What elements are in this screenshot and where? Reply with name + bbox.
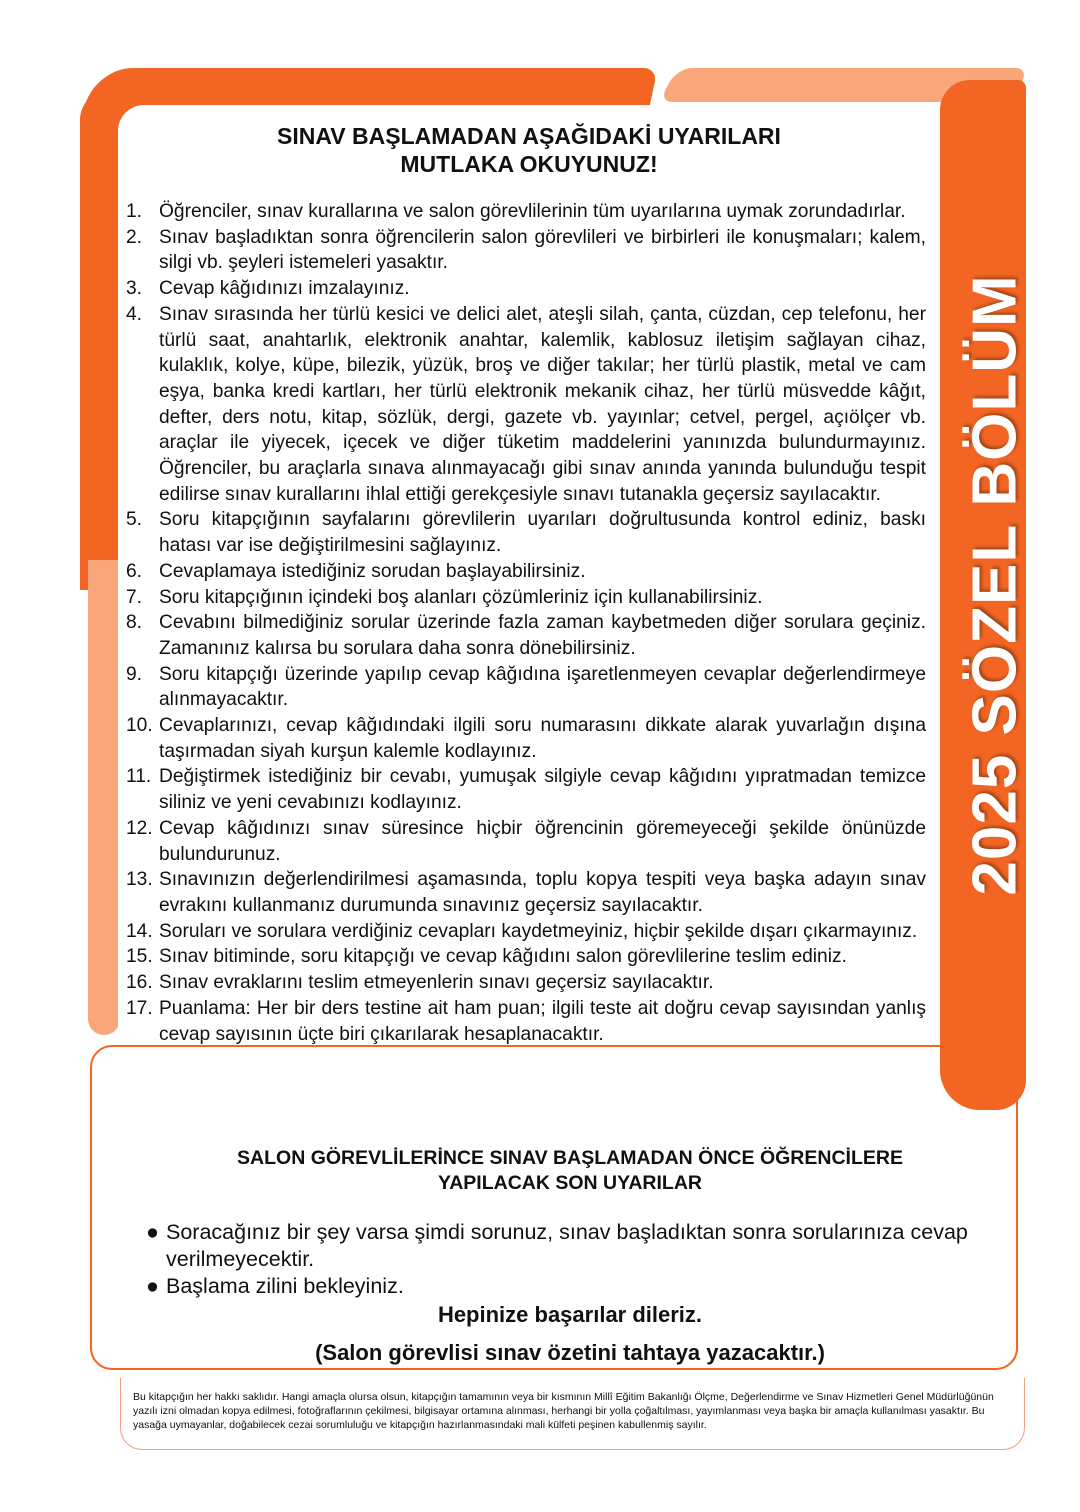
rule-number: 12.	[126, 817, 153, 839]
rule-text: Cevaplamaya istediğiniz sorudan başlayabilirsiniz.	[159, 560, 586, 582]
rule-item	[124, 585, 926, 611]
rule-text: Sınav başladıktan sonra öğrencilerin salon görevlileri ve birbirleri ile konuşmaları; kalem, silgi vb. şeyleri istemeleri yasaktır.	[159, 226, 926, 274]
rule-number: 15.	[126, 946, 153, 968]
rule-number: 10.	[126, 715, 153, 737]
rule-text: Cevap kâğıdınızı imzalayınız.	[159, 278, 410, 300]
rule-item	[124, 507, 926, 558]
rules-list	[124, 199, 926, 1047]
rule-text: Soru kitapçığının içindeki boş alanları çözümleriniz için kullanabilirsiniz.	[159, 586, 763, 608]
board-note: (Salon görevlisi sınav özetini tahtaya yazacaktır.)	[315, 1340, 825, 1365]
rule-text: Cevap kâğıdınızı sınav süresince hiçbir öğrencinin göremeyeceği şekilde önünüzde bulundurunuz.	[159, 817, 926, 865]
rule-text: Değiştirmek istediğiniz bir cevabı, yumuşak silgiyle cevap kâğıdını yıpratmadan temizce siliniz ve yeni cevabınızı kodlayınız.	[159, 766, 926, 814]
bullet-text: Başlama zilini bekleyiniz.	[166, 1274, 404, 1298]
bullet-text: Soracağınız bir şey varsa şimdi sorunuz, sınav başladıktan sonra sorularınıza cevap verilmeyecektir.	[166, 1220, 968, 1271]
rule-number: 9.	[126, 663, 143, 685]
rule-number: 6.	[126, 560, 143, 582]
rule-text: Sınavınızın değerlendirilmesi aşamasında, toplu kopya tespiti veya başka adayın sınav evrakını kullanmanız durumunda sınavınız geçersiz sayılacaktır.	[159, 869, 926, 916]
rule-item	[124, 944, 926, 970]
title-line-1: SINAV BAŞLAMADAN AŞAĞIDAKİ UYARILARI	[277, 123, 781, 149]
rule-text: Soru kitapçığının sayfalarını görevlilerin uyarıları doğrultusunda kontrol ediniz, baskı hatası var ise değiştirilmesini sağlayınız.	[159, 509, 926, 557]
rule-text: Soru kitapçığı üzerinde yapılıp cevap kâğıdına işaretlenmeyen cevaplar değerlendirmeye alınmayacaktır.	[159, 663, 926, 711]
good-luck-message: Hepinize başarılar dileriz.	[437, 1302, 703, 1327]
title-line-2: MUTLAKA OKUYUNUZ!	[400, 151, 658, 177]
rule-number: 3.	[126, 278, 143, 300]
bullet-item	[146, 1219, 976, 1273]
rule-number: 14.	[126, 920, 153, 942]
rule-item	[124, 919, 926, 945]
bullet-icon: ●	[146, 1220, 159, 1244]
rule-item	[124, 276, 926, 302]
final-warnings-title	[120, 1146, 1020, 1196]
rule-number: 17.	[126, 997, 153, 1019]
rule-number: 16.	[126, 972, 153, 994]
rule-text: Sınav evraklarını teslim etmeyenlerin sınavı geçersiz sayılacaktır.	[159, 972, 714, 994]
rule-item	[124, 816, 926, 867]
rule-item	[124, 302, 926, 508]
rule-number: 5.	[126, 509, 143, 531]
rule-number: 11.	[126, 766, 152, 788]
rule-number: 8.	[126, 612, 143, 634]
rule-number: 4.	[126, 303, 143, 325]
rule-text: Cevaplarınızı, cevap kâğıdındaki ilgili soru numarasını dikkate alarak yuvarlağın dışına taşırmadan siyah kurşun kalemle kodlayınız.	[159, 715, 926, 762]
rule-number: 7.	[126, 586, 143, 608]
rule-text: Puanlama: Her bir ders testine ait ham puan; ilgili teste ait doğru cevap sayısından yanlış cevap sayısının üçte biri çıkarılarak hesaplanacaktır.	[159, 997, 926, 1045]
copyright-notice: Bu kitapçığın her hakkı saklıdır. Hangi amaçla olursa olsun, kitapçığın tamamının veya bir kısmının Millî Eğitim Bakanlığı Ölçme, Değerlendirme ve Sınav Hizmetleri Genel Müdürlüğünün yazılı izni olmadan kopya edilmesi, fotoğraflarının çekilmesi, bilgisayar ortamına alınması, herhangi bir yolla çoğaltılması, yayımlanması veya başka bir amaçla kullanılması yasaktır. Bu yasağa uymayanlar, doğabilecek cezai sorumluluğu ve kitapçığın hazırlanmasındaki mali külfeti peşinen kabullenmiş sayılır.	[133, 1391, 994, 1431]
rule-item	[124, 764, 926, 815]
rule-text: Sınav sırasında her türlü kesici ve delici alet, ateşli silah, çanta, cüzdan, cep telefonu, her türlü saat, anahtarlık, elektronik anahtar, kalemlik, kablosuz iletişim sağlayan cihaz, kulaklık, kolye, küpe, bilezik, yüzük, broş ve diğer takılar; her türlü plastik, metal ve cam eşya, banka kredi kartları, her türlü elektronik mekanik cihaz, her türlü müsvedde kâğıt, defter, ders notu, kitap, sözlük, dergi, gazete vb. yayınlar; cetvel, pergel, açıölçer vb. araçlar ile yiyecek, içecek ve diğer tüketim maddelerini yanınızda bulundurmayınız. Öğrenciler, bu araçlarla sınava alınmayacağı gibi sınav anında yanında bulunduğu tespit edilirse sınav kurallarını ihlal ettiği gerekçesiyle sınavı tutanakla geçersiz sayılacaktır.	[159, 303, 926, 505]
rule-text: Soruları ve sorulara verdiğiniz cevapları kaydetmeyiniz, hiçbir şekilde dışarı çıkarmayınız.	[159, 920, 918, 942]
rule-number: 13.	[126, 869, 153, 891]
section-label: 2025 SÖZEL BÖLÜM	[960, 274, 1030, 896]
page-title	[118, 122, 940, 178]
rule-item	[124, 559, 926, 585]
final-title-line-2: YAPILACAK SON UYARILAR	[437, 1172, 702, 1194]
rule-item	[124, 996, 926, 1047]
rule-item	[124, 867, 926, 918]
rule-item	[124, 225, 926, 276]
rule-item	[124, 970, 926, 996]
rule-item	[124, 662, 926, 713]
rule-text: Öğrenciler, sınav kurallarına ve salon görevlilerinin tüm uyarılarına uymak zorundadırlar.	[159, 201, 906, 222]
rule-text: Sınav bitiminde, soru kitapçığı ve cevap kâğıdını salon görevlilerine teslim ediniz.	[159, 946, 847, 968]
rule-number: 1.	[126, 201, 143, 222]
bullet-item	[146, 1273, 976, 1300]
final-title-line-1: SALON GÖREVLİLERİNCE SINAV BAŞLAMADAN ÖNCE ÖĞRENCİLERE	[237, 1147, 903, 1169]
decorative-left-light-bar	[88, 560, 120, 1035]
final-warnings-list	[146, 1219, 976, 1300]
rule-number: 2.	[126, 226, 143, 248]
rule-text: Cevabını bilmediğiniz sorular üzerinde fazla zaman kaybetmeden diğer sorulara geçiniz. Zamanınız kalırsa bu sorulara daha sonra dönebilirsiniz.	[159, 612, 926, 659]
rule-item	[124, 199, 926, 225]
rule-item	[124, 713, 926, 764]
bullet-icon: ●	[146, 1274, 159, 1298]
rule-item	[124, 610, 926, 661]
